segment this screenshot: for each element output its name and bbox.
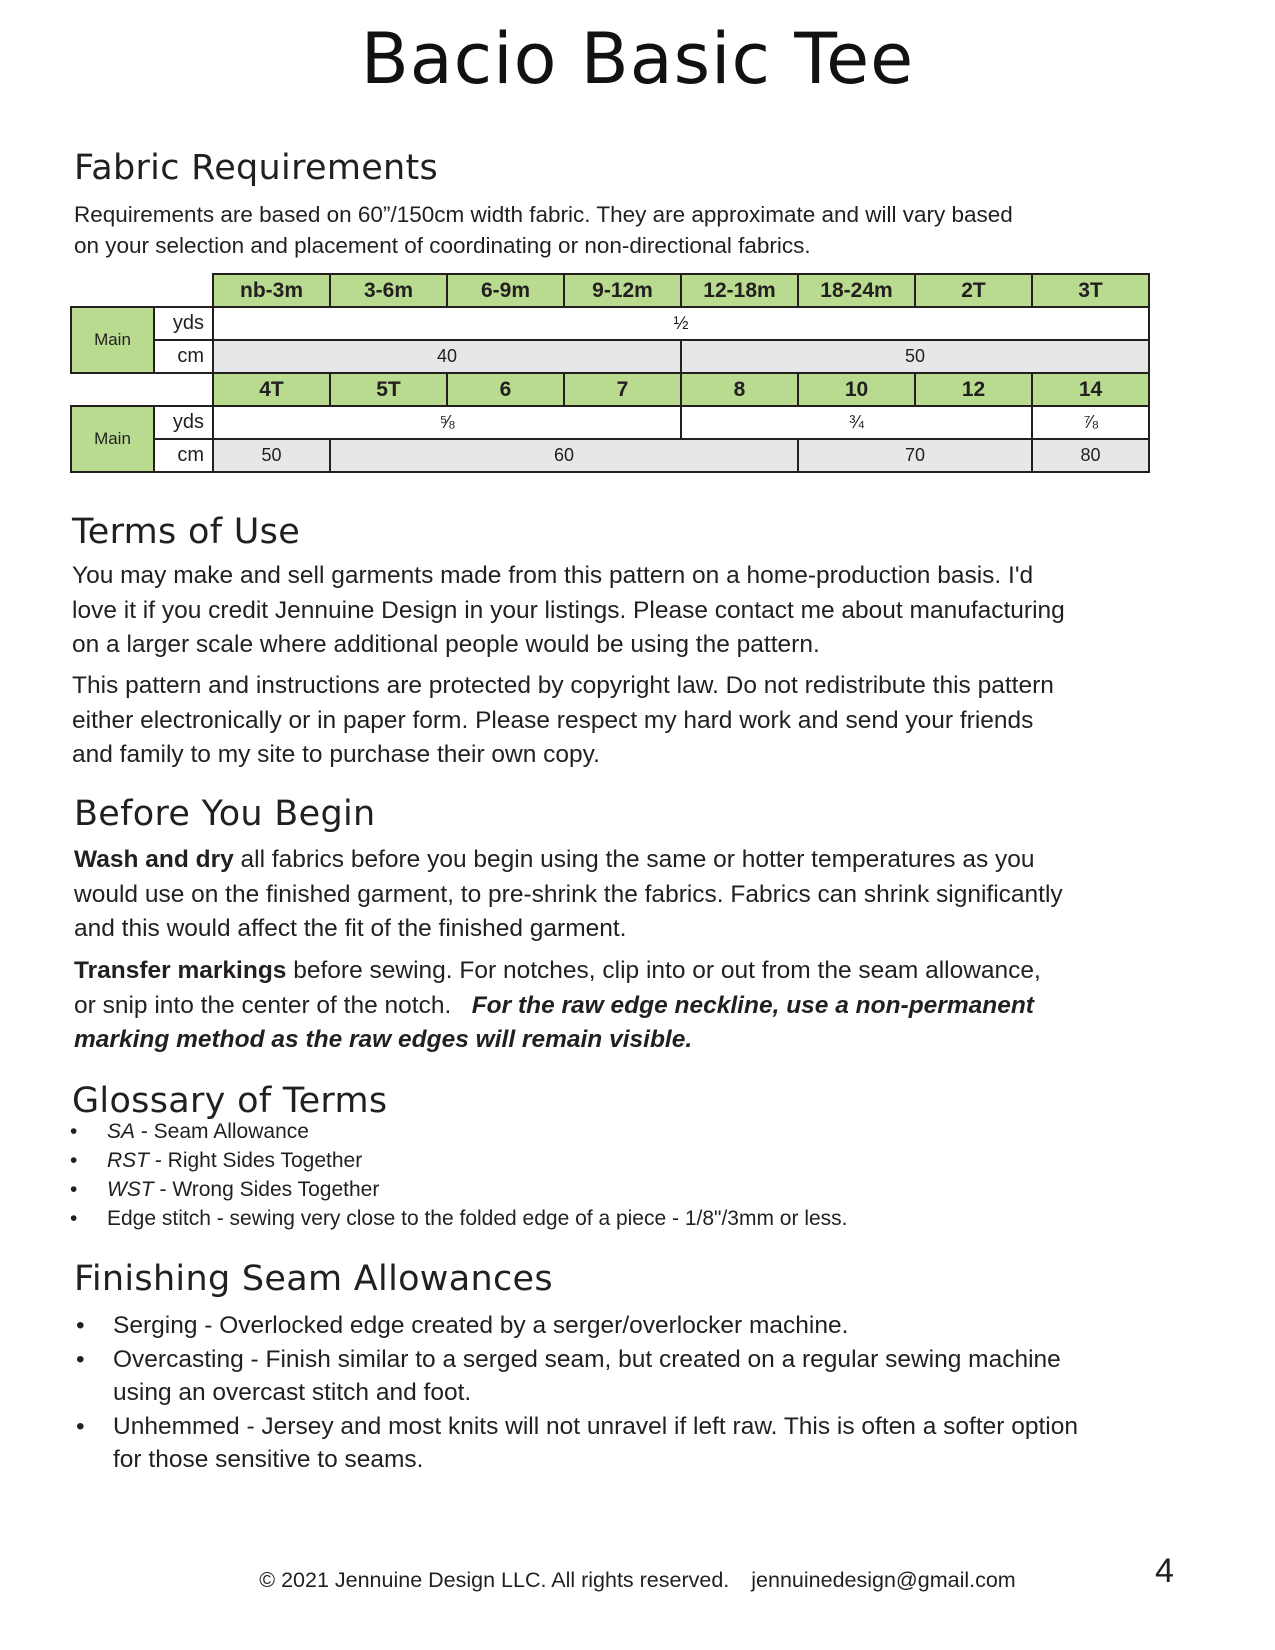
- fabric-intro-line: on your selection and placement of coordinating or non-directional fabrics.: [74, 233, 811, 258]
- unit-label: yds: [154, 406, 213, 439]
- bullet: •: [70, 1149, 78, 1172]
- text-run: before sewing. For notches, clip into or out from the seam allowance,: [286, 957, 1041, 984]
- terms-paragraph-2: [72, 669, 1202, 773]
- cm-row: [71, 340, 1149, 373]
- size-cell: 7: [564, 373, 681, 406]
- contact-email[interactable]: jennuinedesign@gmail.com: [751, 1568, 1016, 1592]
- size-cell: 3-6m: [330, 274, 447, 307]
- size-cell: 6: [447, 373, 564, 406]
- text-line: [74, 843, 1204, 878]
- size-cell: 8: [681, 373, 798, 406]
- size-cell: 2T: [915, 274, 1032, 307]
- glossary-definition: - Seam Allowance: [135, 1120, 309, 1143]
- copyright-text: © 2021 Jennuine Design LLC. All rights reserved.: [259, 1568, 730, 1592]
- text-line: love it if you credit Jennuine Design in your listings. Please contact me about manufacturing: [72, 596, 1065, 624]
- glossary-heading: Glossary of Terms: [72, 1081, 388, 1121]
- value-cell: ⅝: [213, 406, 681, 439]
- wash-bold-lead: Wash and dry: [74, 846, 234, 873]
- finishing-heading: Finishing Seam Allowances: [74, 1259, 553, 1299]
- size-cell: 3T: [1032, 274, 1149, 307]
- fabric-intro: [74, 199, 1204, 261]
- finishing-item: [70, 1343, 1078, 1410]
- fabric-requirements-heading: Fabric Requirements: [74, 148, 439, 188]
- main-fabric-label: Main: [71, 406, 154, 472]
- terms-of-use-heading: Terms of Use: [72, 512, 301, 552]
- value-cell: ¾: [681, 406, 1032, 439]
- finishing-item: [70, 1309, 1078, 1343]
- bullet: •: [70, 1120, 78, 1143]
- glossary-term: SA: [107, 1120, 136, 1143]
- cm-row: [71, 439, 1149, 472]
- finishing-item: [70, 1410, 1078, 1477]
- value-cell: 70: [798, 439, 1032, 472]
- size-cell: 6-9m: [447, 274, 564, 307]
- text-line: [74, 954, 1204, 989]
- value-cell: ⅞: [1032, 406, 1149, 439]
- text-run: or snip into the center of the notch.: [74, 991, 472, 1019]
- blank-cell: [71, 274, 213, 307]
- value-cell: 50: [213, 439, 330, 472]
- bullet: •: [70, 1207, 78, 1230]
- transfer-bold-lead: Transfer markings: [74, 957, 287, 984]
- bullet: •: [76, 1412, 85, 1440]
- text-line: This pattern and instructions are protected by copyright law. Do not redistribute this pattern: [72, 672, 1054, 699]
- value-cell: 80: [1032, 439, 1149, 472]
- text-line: and this would affect the fit of the finished garment.: [74, 915, 627, 942]
- text-line: Serging - Overlocked edge created by a serger/overlocker machine.: [113, 1312, 849, 1339]
- page-title: Bacio Basic Tee: [360, 18, 915, 100]
- size-cell: 12: [915, 373, 1032, 406]
- yds-row: [71, 406, 1149, 439]
- terms-paragraph-1: [72, 559, 1202, 663]
- size-cell: 5T: [330, 373, 447, 406]
- footer: [0, 1568, 1275, 1593]
- size-cell: 18-24m: [798, 274, 915, 307]
- emphasis-text: For the raw edge neckline, use a non-permanent: [471, 991, 1034, 1019]
- unit-label: cm: [154, 439, 213, 472]
- bullet: •: [76, 1345, 85, 1373]
- transfer-paragraph: [74, 954, 1204, 1058]
- text-line: on a larger scale where additional people would be using the pattern.: [72, 631, 820, 658]
- text-line: [74, 989, 1204, 1024]
- wash-paragraph: [74, 843, 1204, 947]
- size-cell: 14: [1032, 373, 1149, 406]
- glossary-item: [70, 1146, 848, 1175]
- glossary-term: RST: [107, 1149, 149, 1172]
- glossary-definition: Edge stitch - sewing very close to the folded edge of a piece - 1/8"/3mm or less.: [107, 1207, 848, 1230]
- text-line: either electronically or in paper form. Please respect my hard work and send your friends: [72, 706, 1034, 734]
- text-run: all fabrics before you begin using the same or hotter temperatures as you: [233, 846, 1035, 873]
- glossary-item: [70, 1117, 848, 1146]
- size-cell: 4T: [213, 373, 330, 406]
- yds-row: [71, 307, 1149, 340]
- blank-cell: [71, 373, 213, 406]
- fabric-intro-line: Requirements are based on 60”/150cm width fabric. They are approximate and will vary based: [74, 202, 1013, 227]
- size-cell: nb-3m: [213, 274, 330, 307]
- glossary-item: [70, 1175, 848, 1204]
- text-line: You may make and sell garments made from this pattern on a home-production basis. I'd: [72, 562, 1034, 589]
- text-line: using an overcast stitch and foot.: [113, 1379, 472, 1406]
- text-line: Overcasting - Finish similar to a serged seam, but created on a regular sewing machine: [113, 1345, 1061, 1373]
- bullet: •: [70, 1178, 78, 1201]
- glossary-term: WST: [107, 1178, 154, 1201]
- before-you-begin-heading: Before You Begin: [74, 794, 376, 834]
- value-cell: 40: [213, 340, 681, 373]
- bullet: •: [76, 1312, 85, 1339]
- value-cell: 60: [330, 439, 798, 472]
- main-fabric-label: Main: [71, 307, 154, 373]
- glossary-definition: - Right Sides Together: [149, 1149, 363, 1172]
- size-header-row: [71, 274, 1149, 307]
- size-cell: 9-12m: [564, 274, 681, 307]
- page-number: 4: [1155, 1552, 1174, 1590]
- finishing-list: [70, 1309, 1078, 1477]
- text-line: and family to my site to purchase their own copy.: [72, 741, 600, 768]
- value-cell: 50: [681, 340, 1149, 373]
- text-line: Unhemmed - Jersey and most knits will not unravel if left raw. This is often a softer option: [113, 1412, 1078, 1440]
- size-cell: 10: [798, 373, 915, 406]
- unit-label: cm: [154, 340, 213, 373]
- fabric-requirements-table: [70, 273, 1150, 473]
- unit-label: yds: [154, 307, 213, 340]
- glossary-definition: - Wrong Sides Together: [153, 1178, 380, 1201]
- size-header-row: [71, 373, 1149, 406]
- emphasis-text: marking method as the raw edges will remain visible.: [74, 1026, 693, 1053]
- glossary-item: [70, 1204, 848, 1233]
- size-cell: 12-18m: [681, 274, 798, 307]
- text-line: for those sensitive to seams.: [113, 1446, 424, 1473]
- glossary-list: [70, 1117, 848, 1233]
- text-line: would use on the finished garment, to pre-shrink the fabrics. Fabrics can shrink significantly: [74, 880, 1063, 908]
- value-cell: ½: [213, 307, 1149, 340]
